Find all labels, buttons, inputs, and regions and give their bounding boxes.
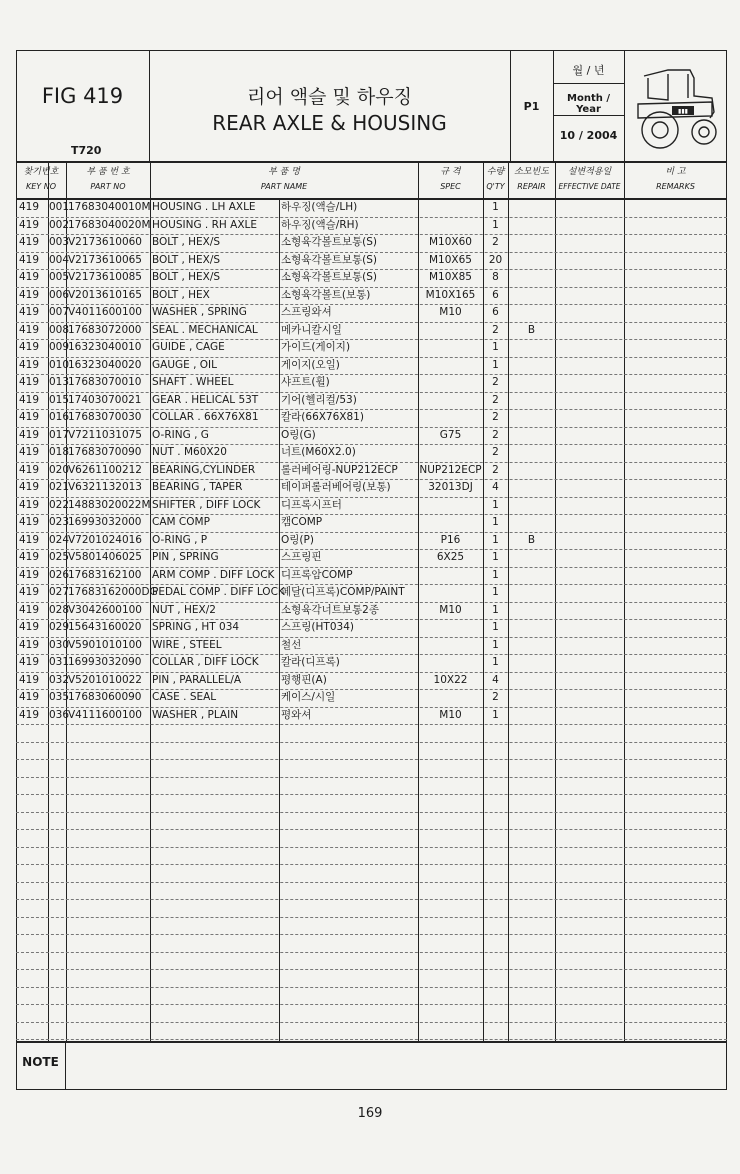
cell-qty: 1 bbox=[492, 358, 499, 371]
cell-fig: 419 bbox=[19, 218, 40, 231]
cell-key: 036 bbox=[49, 708, 70, 721]
cell-qty: 2 bbox=[492, 428, 499, 441]
note-divider bbox=[65, 1041, 66, 1090]
cell-name-en: CASE . SEAL bbox=[152, 691, 217, 703]
cell-key: 035 bbox=[49, 691, 70, 703]
cell-qty: 1 bbox=[492, 708, 499, 721]
cell-name-ko: 스프링(HT034) bbox=[281, 621, 354, 633]
header-divider bbox=[553, 115, 624, 116]
cell-name-en: GEAR . HELICAL 53T bbox=[152, 393, 259, 406]
cell-part-no: V4111600100 bbox=[68, 708, 142, 721]
cell-name-ko: 소형육각볼트(보통) bbox=[281, 288, 371, 301]
cell-name-ko: 스프링와셔 bbox=[281, 306, 332, 318]
row-rule bbox=[16, 742, 727, 743]
cell-spec: M10X85 bbox=[429, 271, 472, 283]
cell-qty: 6 bbox=[492, 306, 499, 318]
cell-part-no: 17683072000 bbox=[68, 323, 142, 336]
row-rule bbox=[16, 882, 727, 883]
cell-part-no: 17683070010 bbox=[68, 376, 142, 388]
cell-qty: 1 bbox=[492, 218, 499, 231]
cell-qty: 1 bbox=[492, 603, 499, 616]
cell-fig: 419 bbox=[19, 201, 40, 213]
svg-text:▮▮▮: ▮▮▮ bbox=[678, 108, 688, 115]
cell-name-en: NUT , HEX/2 bbox=[152, 603, 216, 616]
cell-key: 026 bbox=[49, 568, 70, 581]
row-rule bbox=[16, 917, 727, 918]
cell-part-no: V7211031075 bbox=[68, 428, 142, 441]
cell-key: 006 bbox=[49, 288, 70, 301]
cell-fig: 419 bbox=[19, 498, 40, 511]
cell-name-en: HOUSING . LH AXLE bbox=[152, 201, 256, 213]
cell-part-no: 16993032090 bbox=[68, 656, 142, 668]
cell-name-en: O-RING , G bbox=[152, 428, 209, 441]
col-part-en: PART NO bbox=[90, 182, 126, 191]
cell-spec: M10 bbox=[439, 708, 462, 721]
cell-key: 020 bbox=[49, 463, 70, 476]
cell-name-ko: 소형육각볼트보통(S) bbox=[281, 253, 378, 266]
cell-name-ko: 너트(M60X2.0) bbox=[281, 446, 356, 458]
col-remarks-en: REMARKS bbox=[656, 182, 695, 191]
cell-key: 027 bbox=[49, 586, 70, 598]
cell-qty: 1 bbox=[492, 341, 499, 353]
effective-date: 10 / 2004 bbox=[559, 129, 618, 142]
cell-key: 009 bbox=[49, 341, 70, 353]
model-code: T720 bbox=[71, 144, 102, 157]
cell-qty: 20 bbox=[488, 253, 503, 266]
cell-fig: 419 bbox=[19, 271, 40, 283]
cell-key: 007 bbox=[49, 306, 70, 318]
cell-part-no: 17683162100 bbox=[68, 568, 142, 581]
cell-name-en: BEARING,CYLINDER bbox=[152, 463, 256, 476]
cell-fig: 419 bbox=[19, 638, 40, 651]
row-rule bbox=[16, 987, 727, 988]
cell-name-ko: 평와셔 bbox=[281, 708, 312, 721]
col-effective-ko: 설변적용일 bbox=[567, 167, 612, 177]
cell-fig: 419 bbox=[19, 656, 40, 668]
cell-name-en: PEDAL COMP . DIFF LOCK bbox=[152, 586, 285, 598]
row-rule bbox=[16, 1039, 727, 1040]
cell-spec: P16 bbox=[440, 533, 461, 546]
cell-name-en: WIRE , STEEL bbox=[152, 638, 222, 651]
cell-qty: 2 bbox=[492, 323, 499, 336]
cell-spec: M10X165 bbox=[425, 288, 476, 301]
cell-name-en: GUIDE , CAGE bbox=[152, 341, 225, 353]
page-code: P1 bbox=[523, 100, 540, 113]
row-rule bbox=[16, 829, 727, 830]
cell-name-en: WASHER , SPRING bbox=[152, 306, 247, 318]
cell-key: 010 bbox=[49, 358, 70, 371]
cell-name-en: ARM COMP . DIFF LOCK bbox=[152, 568, 275, 581]
cell-name-ko: 테이퍼롤러베어링(보통) bbox=[281, 481, 391, 493]
cell-key: 031 bbox=[49, 656, 70, 668]
cell-qty: 2 bbox=[492, 463, 499, 476]
cell-qty: 1 bbox=[492, 568, 499, 581]
cell-fig: 419 bbox=[19, 393, 40, 406]
cell-part-no: V3042600100 bbox=[68, 603, 142, 616]
cell-name-en: BOLT , HEX/S bbox=[152, 271, 221, 283]
cell-name-ko: 가이드(게이지) bbox=[281, 341, 351, 353]
cell-name-ko: O링(G) bbox=[281, 428, 316, 441]
cell-name-ko: 하우징(액슬/RH) bbox=[281, 218, 359, 231]
cell-fig: 419 bbox=[19, 586, 40, 598]
cell-part-no: V6261100212 bbox=[68, 463, 142, 476]
cell-qty: 1 bbox=[492, 638, 499, 651]
col-part-ko: 부 품 번 호 bbox=[86, 167, 130, 177]
cell-name-en: PIN , PARALLEL/A bbox=[152, 673, 242, 686]
cell-name-ko: 디프록시프터 bbox=[281, 498, 342, 511]
cell-qty: 1 bbox=[492, 533, 499, 546]
cell-fig: 419 bbox=[19, 323, 40, 336]
cell-part-no: V5801406025 bbox=[68, 551, 142, 563]
cell-name-ko: 평행핀(A) bbox=[281, 673, 327, 686]
row-rule bbox=[16, 1004, 727, 1005]
cell-part-no: 16323040020 bbox=[68, 358, 142, 371]
cell-spec: NUP212ECP bbox=[419, 463, 482, 476]
cell-qty: 2 bbox=[492, 236, 499, 248]
cell-part-no: 17683070090 bbox=[68, 446, 142, 458]
cell-qty: 1 bbox=[492, 498, 499, 511]
cell-qty: 6 bbox=[492, 288, 499, 301]
cell-part-no: 16323040010 bbox=[68, 341, 142, 353]
cell-name-en: SHIFTER , DIFF LOCK bbox=[152, 498, 261, 511]
cell-name-ko: 스프링핀 bbox=[281, 551, 322, 563]
row-rule bbox=[16, 812, 727, 813]
cell-name-ko: 기어(헬리컬/53) bbox=[281, 393, 357, 406]
cell-fig: 419 bbox=[19, 463, 40, 476]
cell-part-no: V2013610165 bbox=[68, 288, 142, 301]
col-remarks-ko: 비 고 bbox=[665, 167, 686, 177]
cell-spec: 32013DJ bbox=[428, 481, 473, 493]
cell-part-no: 17683040010M bbox=[68, 201, 151, 213]
cell-name-ko: 페달(디프록)COMP/PAINT bbox=[281, 586, 405, 598]
cell-qty: 2 bbox=[492, 446, 499, 458]
cell-fig: 419 bbox=[19, 253, 40, 266]
row-rule bbox=[16, 847, 727, 848]
cell-qty: 2 bbox=[492, 691, 499, 703]
tractor-icon bbox=[628, 56, 722, 156]
month-year-korean: 월 / 년 bbox=[572, 64, 605, 77]
cell-fig: 419 bbox=[19, 516, 40, 528]
cell-repair: B bbox=[527, 533, 536, 546]
cell-name-en: BEARING , TAPER bbox=[152, 481, 243, 493]
cell-key: 016 bbox=[49, 411, 70, 423]
row-rule bbox=[16, 794, 727, 795]
cell-qty: 8 bbox=[492, 271, 499, 283]
header-divider bbox=[553, 83, 624, 84]
cell-name-en: PIN , SPRING bbox=[152, 551, 219, 563]
cell-part-no: 17683162000DG bbox=[68, 586, 158, 598]
row-rule bbox=[16, 899, 727, 900]
cell-spec: M10 bbox=[439, 306, 462, 318]
cell-spec: M10X65 bbox=[429, 253, 472, 266]
cell-part-no: V5201010022 bbox=[68, 673, 142, 686]
parts-sheet bbox=[16, 50, 727, 1090]
note-label: NOTE bbox=[22, 1055, 59, 1069]
cell-key: 015 bbox=[49, 393, 70, 406]
cell-name-en: BOLT , HEX bbox=[152, 288, 210, 301]
row-rule bbox=[16, 934, 727, 935]
header-divider bbox=[624, 50, 625, 161]
cell-name-ko: 디프록암COMP bbox=[281, 568, 353, 581]
page-number: 169 bbox=[357, 1106, 383, 1121]
cell-part-no: 14883020022M bbox=[68, 498, 151, 511]
cell-name-en: GAUGE , OIL bbox=[152, 358, 217, 371]
row-rule bbox=[16, 759, 727, 760]
row-rule bbox=[16, 777, 727, 778]
cell-key: 030 bbox=[49, 638, 70, 651]
col-name-ko: 부 품 명 bbox=[268, 167, 300, 177]
cell-qty: 1 bbox=[492, 551, 499, 563]
cell-fig: 419 bbox=[19, 236, 40, 248]
cell-part-no: V2173610085 bbox=[68, 271, 142, 283]
col-qty-en: Q'TY bbox=[486, 182, 505, 191]
cell-part-no: 17683060090 bbox=[68, 691, 142, 703]
cell-name-ko: 메카니칼시일 bbox=[281, 323, 342, 336]
cell-part-no: V2173610065 bbox=[68, 253, 142, 266]
cell-name-ko: 게이지(오일) bbox=[281, 358, 340, 371]
fig-number: FIG 419 bbox=[41, 84, 124, 108]
cell-fig: 419 bbox=[19, 568, 40, 581]
cell-fig: 419 bbox=[19, 341, 40, 353]
cell-name-ko: 소형육각볼트보통(S) bbox=[281, 236, 378, 248]
cell-name-ko: 케이스/시일 bbox=[281, 691, 336, 703]
cell-qty: 1 bbox=[492, 516, 499, 528]
cell-key: 021 bbox=[49, 481, 70, 493]
cell-qty: 1 bbox=[492, 201, 499, 213]
cell-key: 029 bbox=[49, 621, 70, 633]
cell-part-no: V2173610060 bbox=[68, 236, 142, 248]
cell-name-ko: 샤프트(휠) bbox=[281, 376, 330, 388]
cell-name-ko: 칼라(디프록) bbox=[281, 656, 340, 668]
col-name-en: PART NAME bbox=[260, 182, 308, 191]
cell-key: 025 bbox=[49, 551, 70, 563]
cell-spec: M10X60 bbox=[429, 236, 472, 248]
cell-name-en: NUT . M60X20 bbox=[152, 446, 227, 458]
header-rule bbox=[16, 161, 727, 163]
cell-qty: 4 bbox=[492, 481, 499, 493]
cell-spec: 10X22 bbox=[433, 673, 468, 686]
cell-name-en: COLLAR , DIFF LOCK bbox=[152, 656, 259, 668]
row-rule bbox=[16, 724, 727, 725]
cell-key: 032 bbox=[49, 673, 70, 686]
cell-qty: 2 bbox=[492, 376, 499, 388]
cell-part-no: V6321132013 bbox=[68, 481, 142, 493]
title-korean: 리어 액슬 및 하우징 bbox=[247, 86, 412, 108]
cell-name-en: HOUSING . RH AXLE bbox=[152, 218, 257, 231]
cell-fig: 419 bbox=[19, 481, 40, 493]
cell-fig: 419 bbox=[19, 411, 40, 423]
cell-name-en: WASHER , PLAIN bbox=[152, 708, 239, 721]
cell-fig: 419 bbox=[19, 446, 40, 458]
cell-qty: 1 bbox=[492, 586, 499, 598]
cell-part-no: V5901010100 bbox=[68, 638, 142, 651]
cell-name-en: SPRING , HT 034 bbox=[152, 621, 240, 633]
col-spec-en: SPEC bbox=[440, 182, 461, 191]
cell-name-ko: O링(P) bbox=[281, 533, 314, 546]
row-rule bbox=[16, 864, 727, 865]
cell-part-no: 16993032000 bbox=[68, 516, 142, 528]
cell-name-ko: 소형육각너트보통2종 bbox=[281, 603, 379, 616]
cell-key: 023 bbox=[49, 516, 70, 528]
cell-key: 013 bbox=[49, 376, 70, 388]
cell-name-ko: 하우징(액슬/LH) bbox=[281, 201, 358, 213]
cell-key: 022 bbox=[49, 498, 70, 511]
cell-key: 017 bbox=[49, 428, 70, 441]
cell-fig: 419 bbox=[19, 428, 40, 441]
cell-name-ko: 소형육각볼트보통(S) bbox=[281, 271, 378, 283]
cell-fig: 419 bbox=[19, 603, 40, 616]
cell-qty: 2 bbox=[492, 393, 499, 406]
col-repair-en: REPAIR bbox=[517, 182, 546, 191]
cell-repair: B bbox=[527, 323, 536, 336]
row-rule bbox=[16, 1022, 727, 1023]
cell-name-en: CAM COMP bbox=[152, 516, 210, 528]
cell-name-en: COLLAR . 66X76X81 bbox=[152, 411, 259, 423]
cell-name-en: SHAFT . WHEEL bbox=[152, 376, 234, 388]
cell-part-no: 17683040020M bbox=[68, 218, 151, 231]
cell-spec: M10 bbox=[439, 603, 462, 616]
cell-qty: 2 bbox=[492, 411, 499, 423]
cell-part-no: 17683070030 bbox=[68, 411, 142, 423]
cell-qty: 4 bbox=[492, 673, 499, 686]
cell-fig: 419 bbox=[19, 673, 40, 686]
cell-name-en: BOLT , HEX/S bbox=[152, 236, 221, 248]
col-key-en: KEY NO bbox=[25, 182, 56, 191]
col-repair-ko: 소모빈도 bbox=[514, 167, 549, 177]
cell-part-no: V4011600100 bbox=[68, 306, 142, 318]
cell-fig: 419 bbox=[19, 708, 40, 721]
cell-fig: 419 bbox=[19, 621, 40, 633]
col-effective-en: EFFECTIVE DATE bbox=[558, 182, 621, 191]
cell-part-no: V7201024016 bbox=[68, 533, 142, 546]
cell-spec: G75 bbox=[439, 428, 462, 441]
cell-fig: 419 bbox=[19, 691, 40, 703]
cell-fig: 419 bbox=[19, 288, 40, 301]
title-english: REAR AXLE & HOUSING bbox=[212, 111, 447, 135]
col-qty-ko: 수량 bbox=[486, 167, 505, 177]
col-key-ko: 찾기번호 bbox=[23, 167, 59, 177]
cell-key: 002 bbox=[49, 218, 70, 231]
cell-part-no: 17403070021 bbox=[68, 393, 142, 406]
cell-name-ko: 철선 bbox=[281, 638, 302, 651]
cell-key: 005 bbox=[49, 271, 70, 283]
cell-name-en: SEAL . MECHANICAL bbox=[152, 323, 258, 336]
cell-fig: 419 bbox=[19, 533, 40, 546]
cell-name-ko: 캠COMP bbox=[281, 516, 323, 528]
col-spec-ko: 규 격 bbox=[440, 167, 461, 177]
cell-fig: 419 bbox=[19, 358, 40, 371]
cell-part-no: 15643160020 bbox=[68, 621, 142, 633]
cell-key: 018 bbox=[49, 446, 70, 458]
cell-key: 001 bbox=[49, 201, 70, 213]
cell-spec: 6X25 bbox=[436, 551, 465, 563]
cell-key: 024 bbox=[49, 533, 70, 546]
cell-fig: 419 bbox=[19, 306, 40, 318]
cell-name-ko: 롤러베어링-NUP212ECP bbox=[281, 463, 398, 476]
cell-fig: 419 bbox=[19, 551, 40, 563]
cell-name-en: BOLT , HEX/S bbox=[152, 253, 221, 266]
cell-qty: 1 bbox=[492, 621, 499, 633]
cell-qty: 1 bbox=[492, 656, 499, 668]
cell-name-ko: 칼라(66X76X81) bbox=[281, 411, 364, 423]
parts-table-body bbox=[16, 199, 727, 1041]
cell-key: 003 bbox=[49, 236, 70, 248]
row-rule bbox=[16, 969, 727, 970]
month-year-label: Month / Year bbox=[567, 93, 610, 115]
cell-key: 008 bbox=[49, 323, 70, 336]
cell-fig: 419 bbox=[19, 376, 40, 388]
row-rule bbox=[16, 952, 727, 953]
cell-key: 028 bbox=[49, 603, 70, 616]
note-rule bbox=[16, 1041, 727, 1043]
cell-key: 004 bbox=[49, 253, 70, 266]
cell-name-en: O-RING , P bbox=[152, 533, 208, 546]
